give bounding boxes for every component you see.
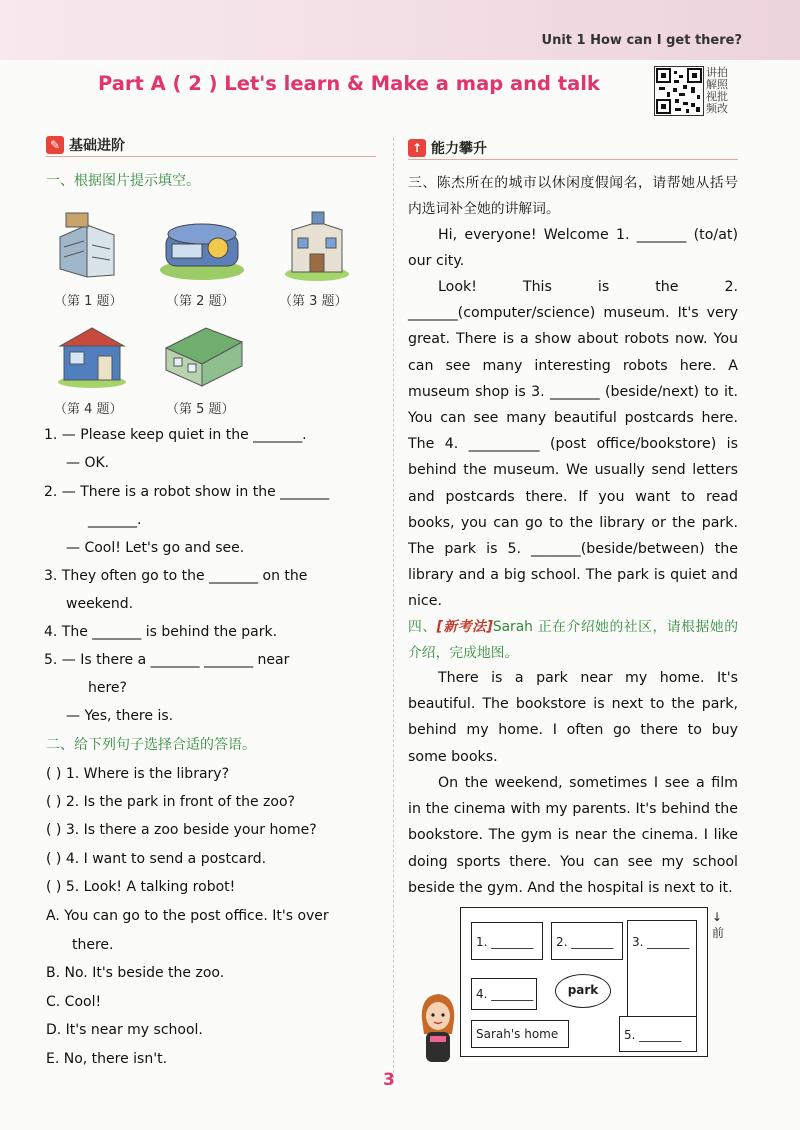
question-3: 3. They often go to the _______ on the	[44, 568, 308, 584]
map-sarahs-home: Sarah's home	[471, 1020, 569, 1048]
part3-title: 三、陈杰所在的城市以休闲度假闻名，请帮她从括号内选词补全她的讲解词。	[408, 175, 738, 217]
choice-item-5: ( ) 5. Look! A talking robot!	[46, 879, 236, 895]
unit-header: Unit 1 How can I get there?	[541, 33, 742, 48]
question-5: 5. — Is there a _______ _______ near	[44, 652, 290, 668]
caption-1: （第 1 题）	[54, 294, 123, 309]
girl-illustration	[416, 990, 460, 1070]
option-a: A. You can go to the post office. It's over	[46, 908, 329, 924]
choice-item-1: ( ) 1. Where is the library?	[46, 766, 230, 782]
passage-1-body: Look! This is the 2. _______(computer/science) museum. It's very great. There is a show about robots now. You can see many interesting robots here. A museum shop is 3. _______ (beside/next) to it. You can see many beautiful postcards here. The 4. __________ (post office/bookstore) is behind the museum. We usually send letters and postcards there. If you want to read books, you can go to the library or the park. The park is 5. _______(beside/between) the library and a big school. The park is quiet and nice.	[408, 279, 738, 610]
question-4: 4. The _______ is behind the park.	[44, 624, 278, 640]
map-slot-2[interactable]: 2. _______	[551, 922, 623, 960]
question-5-answer: — Yes, there is.	[66, 708, 174, 724]
community-map	[460, 907, 708, 1057]
question-2-answer: — Cool! Let's go and see.	[66, 540, 245, 556]
passage-1-intro: Hi, everyone! Welcome 1. _______ (to/at) our city.	[408, 227, 738, 270]
caption-5: （第 5 题）	[166, 402, 235, 417]
section-header-basic: ✎ 基础进阶	[46, 135, 376, 157]
option-a-cont: there.	[72, 937, 114, 953]
caption-2: （第 2 题）	[166, 294, 235, 309]
section-header-advanced: ↑ 能力攀升	[408, 138, 738, 160]
page-number: 3	[383, 1070, 395, 1090]
question-1: 1. — Please keep quiet in the _______.	[44, 427, 307, 443]
building-illustration-1	[52, 207, 122, 282]
option-d: D. It's near my school.	[46, 1022, 203, 1038]
arrow-down-icon: ↓	[712, 910, 723, 924]
building-illustration-3	[282, 210, 352, 282]
front-direction: ↓ 前	[712, 910, 725, 940]
passage-2-p1: There is a park near my home. It's beautiful. The bookstore is next to the park, behind my home. I often go there to buy some books.	[408, 670, 738, 765]
qr-caption: 讲拍 解照 视批 频改	[706, 66, 728, 115]
part1-title: 一、根据图片提示填空。	[46, 173, 200, 189]
question-1-answer: — OK.	[66, 455, 110, 471]
pencil-icon: ✎	[46, 136, 64, 154]
passage-2-p2: On the weekend, sometimes I see a film in the cinema with my parents. It's behind the bookstore. The gym is near the cinema. I like doing sports there. You can see my school beside the gym. And the hospital is next to it.	[408, 775, 738, 896]
building-illustration-4	[54, 320, 130, 388]
page-title: Part A ( 2 ) Let's learn & Make a map and talk	[98, 72, 600, 95]
map-slot-5[interactable]: 5. _______	[619, 1016, 697, 1052]
choice-item-3: ( ) 3. Is there a zoo beside your home?	[46, 822, 317, 838]
map-slot-3[interactable]: 3. _______	[627, 920, 697, 1020]
qr-code[interactable]	[654, 66, 704, 116]
caption-4: （第 4 题）	[54, 402, 123, 417]
question-2: 2. — There is a robot show in the _______	[44, 484, 330, 500]
choice-item-2: ( ) 2. Is the park in front of the zoo?	[46, 794, 295, 810]
building-illustration-2	[158, 212, 246, 282]
option-c: C. Cool!	[46, 994, 102, 1010]
choice-item-4: ( ) 4. I want to send a postcard.	[46, 851, 267, 867]
building-illustration-5	[162, 318, 246, 390]
column-divider	[393, 138, 394, 1078]
question-2-cont: _______.	[88, 512, 142, 528]
caption-3: （第 3 题）	[279, 294, 348, 309]
option-e: E. No, there isn't.	[46, 1051, 168, 1067]
question-5-cont: here?	[88, 680, 127, 696]
map-park: park	[555, 974, 611, 1008]
rocket-icon: ↑	[408, 139, 426, 157]
question-3-cont: weekend.	[66, 596, 134, 612]
part4-title: 四、[新考法]Sarah 正在介绍她的社区，请根据她的介绍，完成地图。	[408, 619, 738, 662]
part2-title: 二、给下列句子选择合适的答语。	[46, 737, 256, 753]
map-slot-1[interactable]: 1. _______	[471, 922, 543, 960]
map-slot-4[interactable]: 4. _______	[471, 978, 537, 1010]
header-band	[0, 0, 800, 60]
option-b: B. No. It's beside the zoo.	[46, 965, 225, 981]
